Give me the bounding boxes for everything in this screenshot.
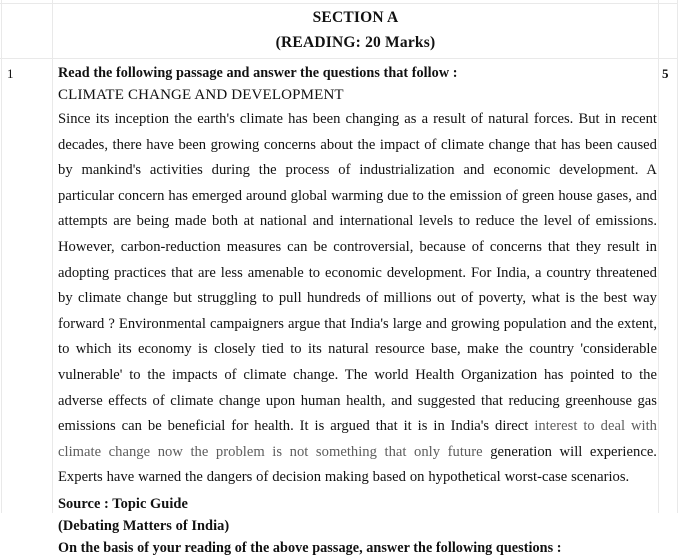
section-title: SECTION A (312, 9, 399, 26)
question-number: 1 (7, 66, 14, 81)
passage-title: CLIMATE CHANGE AND DEVELOPMENT (58, 87, 344, 103)
passage-footer (58, 493, 657, 559)
questions-instruction: On the basis of your reading of the above passage, answer the following questions : (58, 539, 562, 556)
question-marks: 5 (662, 66, 669, 81)
section-header (53, 4, 658, 58)
table-border-marks-column (658, 0, 659, 513)
question-instruction: Read the following passage and answer the questions that follow : (58, 65, 458, 81)
passage-part-3: generation will experience. Experts have warned the dangers of decision making based on hypothetical worst-case scenarios. (58, 443, 657, 486)
passage-part-1: Since its inception the earth's climate has been changing as a result of natural forces. But in recent decades, there have been growing concerns about the impact of climate change that has been caused by mankind's activities during the process of industrialization and economic development. A particular concern has emerged around global warming due to the emission of green house gases, and attempts are being made both at national and international levels to reduce the level of emissions. However, carbon-reduction measures can be controversial, because of concerns that they result in adopting practices that are less amenable to economic development. For India, a country threatened by climate change but struggling to pull hundreds of millions out of poverty, what is the best way forward ? Environmental campaigners argue that India's large and growing population and the extent, to which its economy is closely tied to its natural resource base, make the country 'considerable vulnerable' to the impacts of climate change. The world Health Organization has pointed to the adverse effects of climate change upon human health, and suggested that reducing greenhouse gas emissions can be beneficial for health. It is argued that it is in India's direct (58, 111, 657, 435)
passage-text (58, 107, 657, 491)
question-body (58, 63, 657, 559)
section-subtitle: (READING: 20 Marks) (275, 34, 436, 51)
passage-source-subtitle: (Debating Matters of India) (58, 517, 230, 534)
table-border-header-divider (0, 58, 678, 59)
passage-part-2-faded: interest to deal with climate change now the problem is not something that only future (58, 418, 657, 460)
passage-source: Source : Topic Guide (58, 495, 188, 512)
table-border-left (1, 0, 2, 513)
table-border-qnum-column (52, 0, 53, 513)
